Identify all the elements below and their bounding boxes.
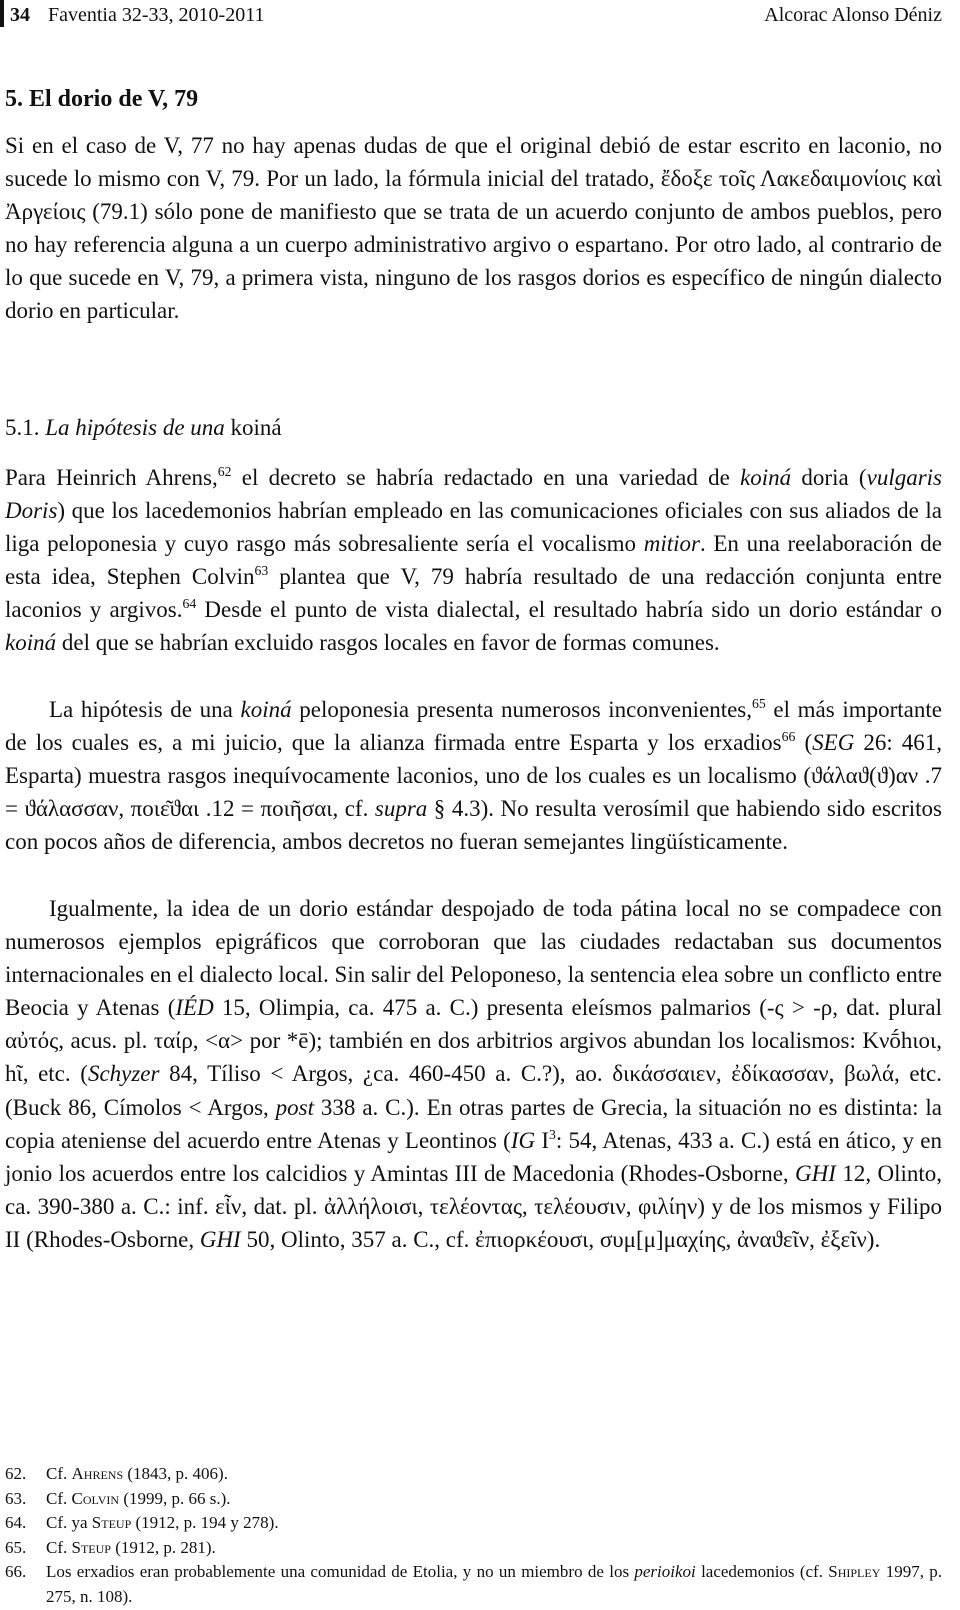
footnote-ref-63: 63 bbox=[254, 563, 269, 579]
footnote-ref-62: 62 bbox=[217, 464, 232, 480]
paragraph-1: Si en el caso de V, 77 no hay apenas dudas de que el original debió de estar escrito en laconio, no sucede lo mismo con V, 79. Por un lado, la fórmula inicial del tratado, ἔδοξε τοῖς Λακεδαιμονίοις καὶ Ἀργείοις (79.1) sólo pone de manifiesto que se trata de un acuerdo conjunto de ambos pueblos, pero no hay referencia alguna a un cuerpo administrativo argivo o espartano. Por otro lado, al contrario de lo que sucede en V, 79, a primera vista, ninguno de los rasgos dorios es específico de ningún dialecto dorio en particular. bbox=[5, 133, 942, 324]
paragraph-2: Para Heinrich Ahrens,$^{62}$ el decreto se habría redactado en una variedad de koiná doria (vulgaris Doris) que los lacedemonios habrían empleado en las comunicaciones oficiales con sus aliados de la liga peloponesia y cuyo rasgo más sobresaliente sería el vocalismo mitior. En una reelaboración de esta idea, Stephen Colvin$^{63}$ plantea que V, 79 habría resultado de una redacción conjunta entre laconios y argivos.$^{64}$ Desde el punto de vista dialectal, el resultado habría sido un dorio estándar o koiná del que se habrían excluido rasgos locales en favor de formas comunes. bbox=[5, 464, 943, 656]
footnote-ref-66: 66 bbox=[781, 729, 796, 745]
subsection-title: 5.1. La hipótesis de una koiná bbox=[5, 415, 282, 440]
paragraph-4: Igualmente, la idea de un dorio estándar despojado de toda pátina local no se compadece con numerosos ejemplos epigráficos que corroboran que las ciudades redactaban sus documentos internacionales en el dialecto local. Sin salir del Peloponeso, la sentencia elea sobre un conflicto entre Beocia y Atenas (IÉD 15, Olimpia, ca. 475 a. C.) presenta eleísmos palmarios (-ς > -ρ, dat. plural αὐτός, acus. pl. ταίρ, <α> por *ē); también en dos arbitrios argivos abundan los localismos: Κνṓhιοι, hῖ, etc. (Schyzer 84, Tíliso < Argos, ¿ca. 460-450 a. C.?), ao. δικάσσαιεν, ἐδίκασσαν, βωλά, etc. (Buck 86, Címolos < Argos, post 338 a. C.). En otras partes de Grecia, la situación no es distinta: la copia ateniense del acuerdo entre Atenas y Leontinos (IG $I^3$: 54, Atenas, 433 a. C.) está en ático, y en jonio los acuerdos entre los calcidios y Amintas III de Macedonia (Rhodes-Osborne, GHI 12, Olinto, ca. 390-380 a. C.: inf. εἶν, dat. pl. ἀλλήλοισι, τελέοντας, τελέουσιν, φιλίην) y de los mismos y Filipo II (Rhodes-Osborne, GHI 50, Olinto, 357 a. C., cf. ἐπιορκέουσι, συμ[μ]μαχίης, ἀναϑεῖν, ἐξεῖν). bbox=[5, 896, 942, 1252]
running-header-left bbox=[10, 0, 264, 30]
running-header-author: Alcorac Alonso Déniz bbox=[764, 4, 942, 26]
footnote-62: 62. Cf. Ahrens (1843, p. 406). bbox=[5, 1464, 228, 1483]
journal-title: Faventia 32-33, 2010-2011 bbox=[48, 4, 265, 26]
footnote-63: 63. Cf. Colvin (1999, p. 66 s.). bbox=[5, 1488, 231, 1508]
page-number: 34 bbox=[10, 4, 30, 26]
header-rule bbox=[0, 0, 4, 27]
footnote-64: 64. Cf. ya Steup (1912, p. 194 y 278). bbox=[5, 1513, 279, 1533]
footnote-65: 65. Cf. Steup (1912, p. 281). bbox=[5, 1537, 216, 1557]
paragraph-3: La hipótesis de una koiná peloponesia presenta numerosos inconvenientes,$^{65}$ el más importante de los cuales es, a mi juicio, que la alianza firmada entre Esparta y los erxadios$^{66}$ (SEG 26: 461, Esparta) muestra rasgos inequívocamente laconios, uno de los cuales es un localismo (ϑάλαϑ(ϑ)αν .7 = ϑάλασσαν, ποιε͂ϑαι .12 = ποιῆσαι, cf. supra § 4.3). No resulta verosímil que habiendo sido escritos con pocos años de diferencia, ambos decretos no fueran semejantes lingüísticamente. bbox=[5, 696, 943, 855]
footnote-ref-64: 64 bbox=[182, 596, 197, 612]
footnote-ref-65: 65 bbox=[752, 696, 766, 712]
section-title: 5. El dorio de V, 79 bbox=[5, 86, 199, 112]
footnotes bbox=[5, 1462, 942, 1610]
footnote-66: 66. Los erxadios eran probablemente una comunidad de Etolia, y no un miembro de los perioikoi lacedemonios (cf. Shipley 1997, p. 275, n. 108). bbox=[5, 1562, 943, 1606]
